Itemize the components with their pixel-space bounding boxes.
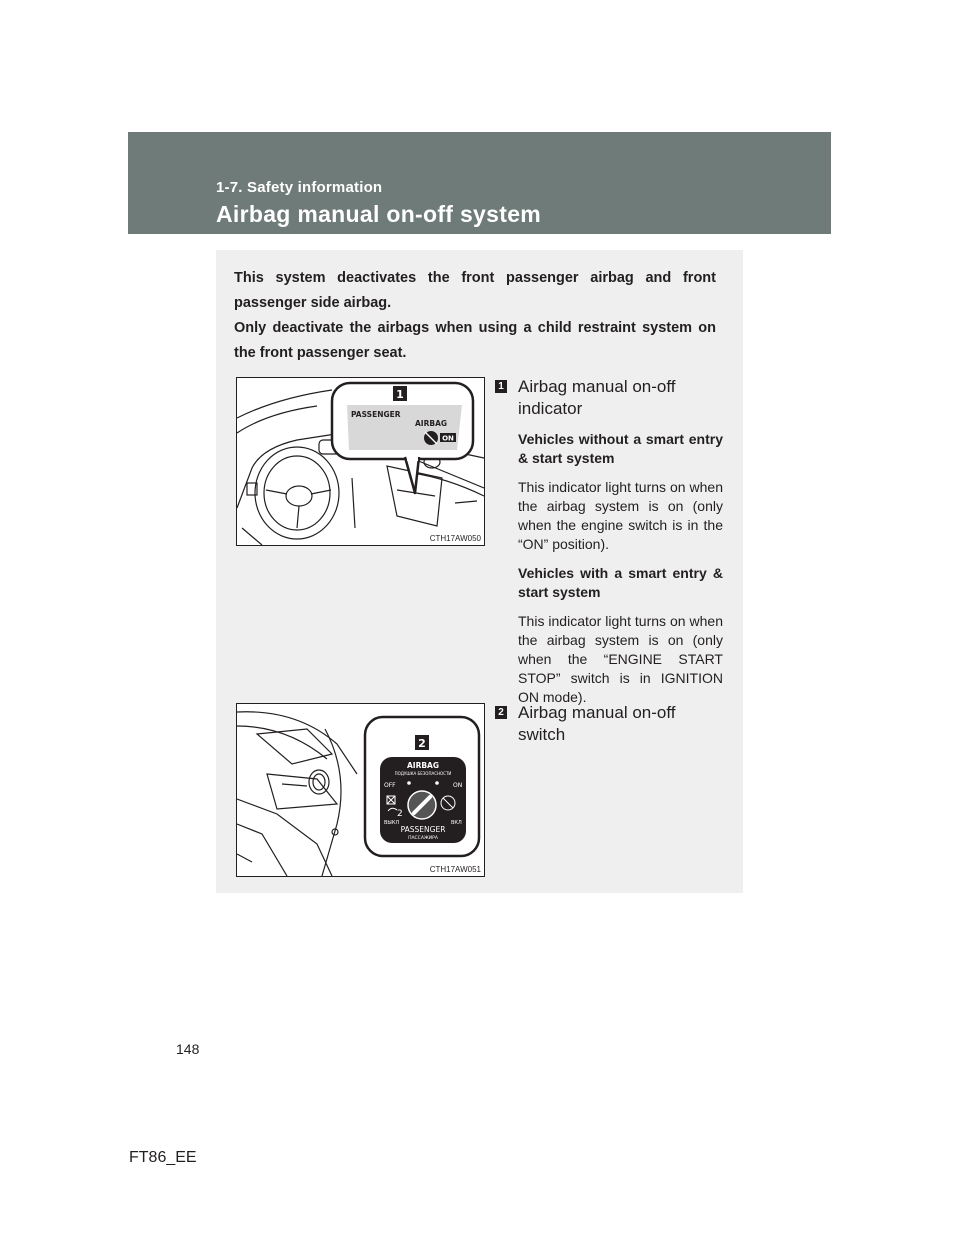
sub-heading-no-smart-entry: Vehicles without a smart entry & start system <box>518 431 723 466</box>
svg-text:2: 2 <box>397 809 403 819</box>
intro-paragraph-1: This system deactivates the front passenger airbag and front passenger side airbag. <box>234 270 716 311</box>
section-label: 1-7. Safety information <box>216 179 383 196</box>
content-panel <box>216 250 743 893</box>
dashboard-illustration <box>237 378 484 545</box>
fig2-label-off-ru: ВЫКЛ <box>384 820 400 826</box>
item-number-badge: 2 <box>495 706 507 719</box>
fig1-label-passenger: PASSENGER <box>351 410 401 419</box>
figure-dashboard-indicator <box>236 377 485 546</box>
fig2-label-off: OFF <box>384 782 396 789</box>
item-indicator <box>495 376 723 707</box>
item-heading-text: Airbag manual on-off indicator <box>518 377 676 418</box>
fig1-label-airbag: AIRBAG <box>415 419 448 428</box>
fig2-label-passenger-ru: ПАССАЖИРА <box>408 836 438 841</box>
item-heading-text: Airbag manual on-off switch <box>518 703 676 744</box>
page-number: 148 <box>176 1041 200 1057</box>
body-text-smart-entry: This indicator light turns on when the airbag system is on (only when the “ENGINE START STOP” switch is in IGNITION ON mode). <box>518 613 723 705</box>
intro-text <box>234 266 716 366</box>
sub-heading-smart-entry: Vehicles with a smart entry & start system <box>518 565 723 600</box>
figure-code: CTH17AW051 <box>429 865 481 874</box>
fig2-label-airbag: AIRBAG <box>406 761 440 770</box>
item-heading <box>495 702 723 746</box>
page-title: Airbag manual on-off system <box>216 201 542 227</box>
item-heading <box>495 376 723 420</box>
item-number-badge: 1 <box>495 380 507 393</box>
fig2-label-passenger: PASSENGER <box>400 825 446 834</box>
figure-code: CTH17AW050 <box>429 534 481 543</box>
intro-paragraph-2: Only deactivate the airbags when using a child restraint system on the front passenger seat. <box>234 320 716 361</box>
fig2-label-airbag-ru: ПОДУШКА БЕЗОПАСНОСТИ <box>394 771 452 776</box>
fig2-label-on: ON <box>453 782 463 789</box>
body-text-no-smart-entry: This indicator light turns on when the airbag system is on (only when the engine switch is in the “ON” position). <box>518 479 723 552</box>
switch-illustration <box>237 704 484 876</box>
document-code: FT86_EE <box>129 1149 197 1166</box>
fig1-label-on: ON <box>442 434 454 443</box>
item-switch <box>495 702 723 746</box>
figure-airbag-switch <box>236 703 485 877</box>
chapter-header-band <box>128 132 831 234</box>
callout-number-2: 2 <box>418 737 426 750</box>
fig2-label-on-ru: ВКЛ <box>451 820 462 826</box>
callout-number-1: 1 <box>396 388 404 401</box>
